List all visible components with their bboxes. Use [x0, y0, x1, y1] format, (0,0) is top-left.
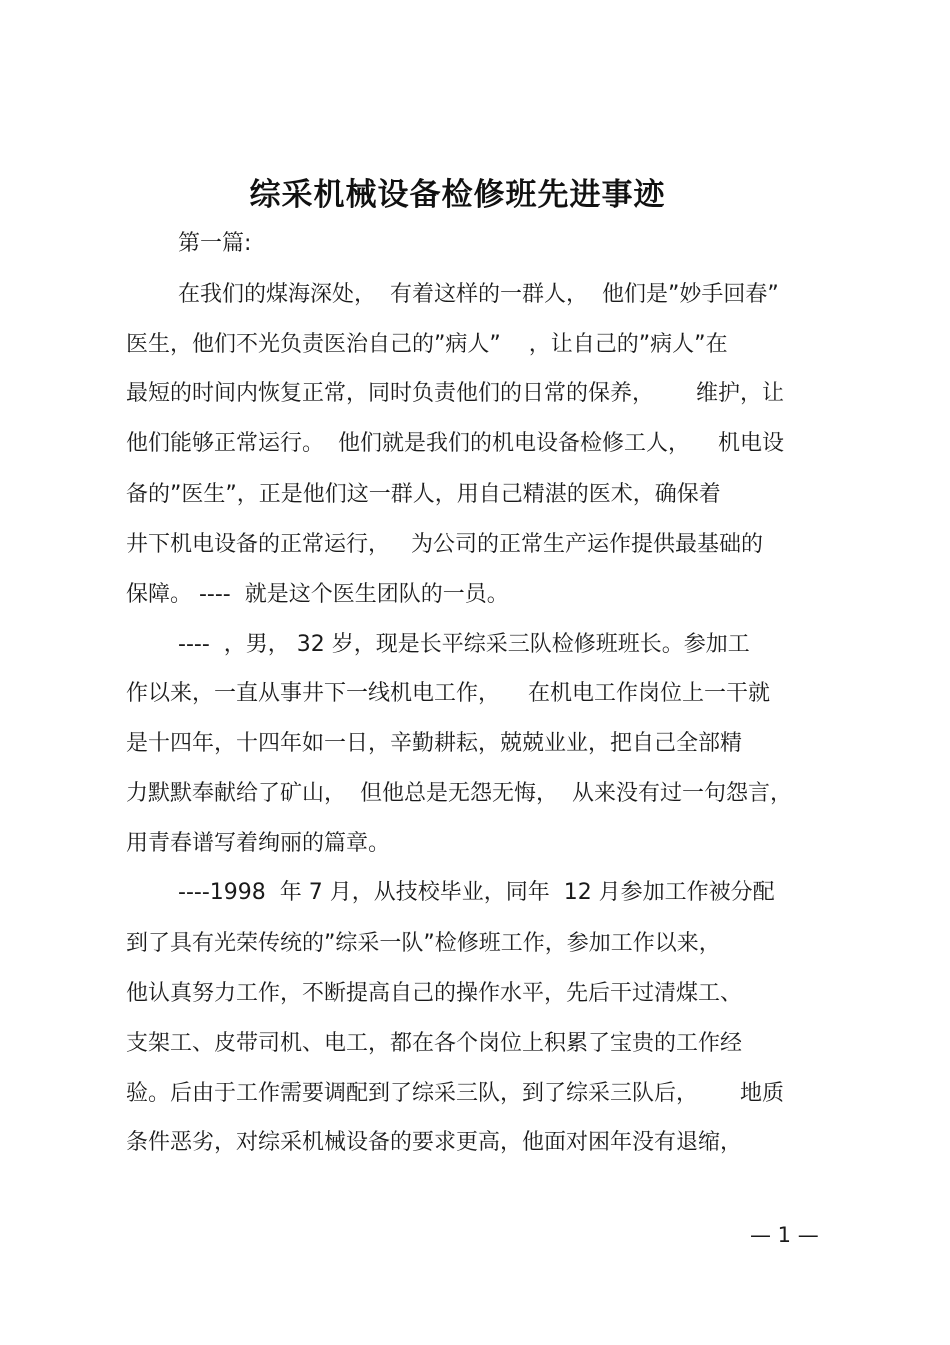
text-line: 支架工、皮带司机、电工，都在各个岗位上积累了宝贵的工作经 — [126, 1031, 743, 1056]
text-line: ---- ，男， 32 岁，现是长平综采三队检修班班长。参加工 — [178, 632, 750, 657]
page-number: — 1 — — [750, 1223, 819, 1247]
text-line: 最短的时间内恢复正常，同时负责他们的日常的保养， 维护，让 — [126, 381, 784, 406]
text-line: 保障。 ---- 就是这个医生团队的一员。 — [126, 582, 509, 607]
text-line: ----1998 年 7 月，从技校毕业，同年 12 月参加工作被分配 — [178, 880, 775, 905]
text-line: 是十四年，十四年如一日，辛勤耕耘，兢兢业业，把自己全部精 — [126, 731, 743, 756]
document-title: 综采机械设备检修班先进事迹 — [249, 177, 666, 213]
text-line: 井下机电设备的正常运行， 为公司的正常生产运作提供最基础的 — [126, 532, 763, 557]
text-line: 第一篇: — [178, 231, 252, 256]
text-line: 到了具有光荣传统的”综采一队”检修班工作，参加工作以来， — [126, 931, 721, 956]
text-line: 医生，他们不光负责医治自己的”病人” ，让自己的”病人”在 — [126, 332, 728, 357]
text-line: 备的”医生”，正是他们这一群人，用自己精湛的医术，确保着 — [126, 482, 721, 507]
text-line: 作以来，一直从事井下一线机电工作， 在机电工作岗位上一干就 — [126, 681, 770, 706]
text-line: 他们能够正常运行。 他们就是我们的机电设备检修工人， 机电设 — [126, 431, 784, 456]
text-line: 验。后由于工作需要调配到了综采三队，到了综采三队后， 地质 — [126, 1081, 784, 1106]
text-line: 条件恶劣，对综采机械设备的要求更高，他面对困年没有退缩， — [126, 1130, 743, 1155]
text-line: 在我们的煤海深处， 有着这样的一群人， 他们是”妙手回春” — [178, 282, 779, 307]
text-line: 他认真努力工作，不断提高自己的操作水平，先后干过清煤工、 — [126, 981, 743, 1006]
text-line: 力默默奉献给了矿山， 但他总是无怨无悔， 从来没有过一句怨言， — [126, 781, 792, 806]
text-line: 用青春谱写着绚丽的篇章。 — [126, 831, 391, 856]
